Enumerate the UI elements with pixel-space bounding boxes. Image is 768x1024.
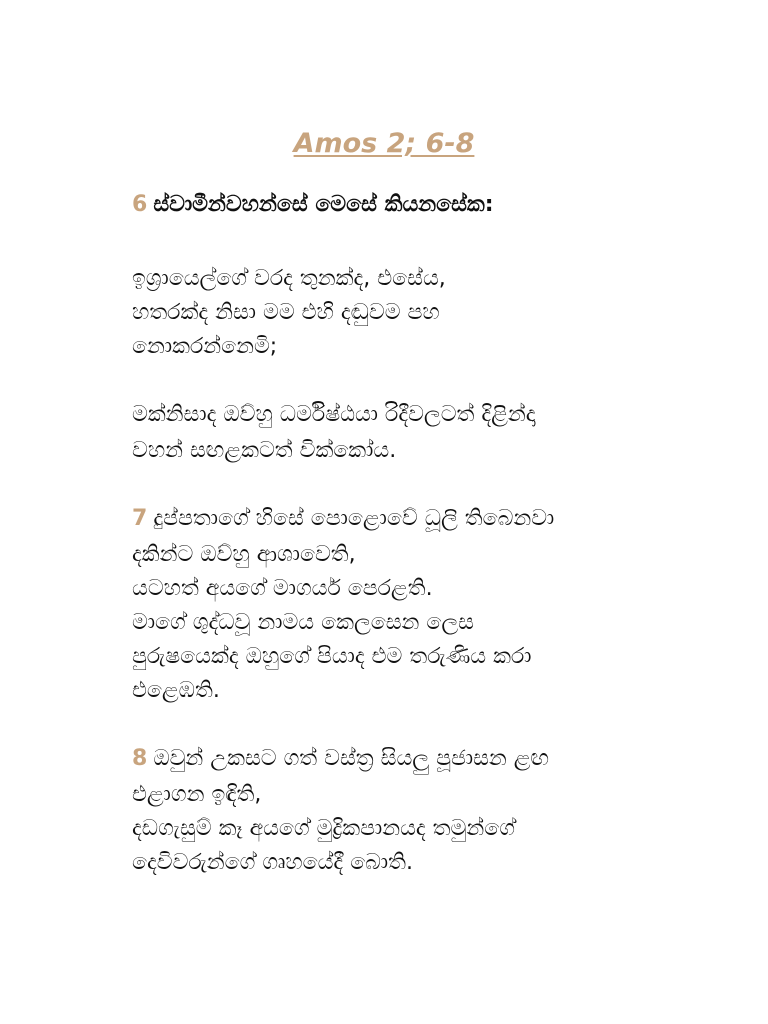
verse-8-line-3: දඩගැසුම් කෑ අයගේ මුද්‍රිකපානයද තමුන්ගේ (132, 816, 515, 841)
verse-8-line-1 (132, 744, 549, 774)
verse-number: 6 (132, 192, 148, 217)
page-title: Amos 2; 6-8 (293, 128, 475, 159)
verse-7-line-5: පුරුෂයෙක්ද ඔහුගේ පියාද එම තරුණිය කරා (132, 644, 532, 669)
verse-6-line-2: හතරක්ද නිසා මම එහි දඬුවම පහ (132, 300, 440, 325)
verse-6-line-3: නොකරන්නෙමි; (132, 334, 278, 359)
verse-6-line-5: වහන් සඟළකටත් වික්කෝය. (132, 438, 397, 463)
verse-8-line-4: දෙවිවරුන්ගේ ගෘහයේදී බොති. (132, 850, 413, 875)
verse-6-heading: ස්වාමීන්වහන්සේ මෙසේ කියනසේක: (153, 192, 494, 217)
verse-number: 7 (132, 506, 148, 531)
verse-7-line-4: මාගේ ශුද්ධවූ නාමය කෙලසෙන ලෙස (132, 610, 474, 635)
verse-7-line-1 (132, 504, 554, 534)
verse-8-line-2: එළාගන ඉඳිති, (132, 782, 262, 807)
verse-7-text: දුප්පතාගේ හිසේ පොළොවේ ධූලි තිබෙනවා (153, 506, 555, 531)
verse-7-line-6: එළෙඹති. (132, 678, 220, 703)
verse-7-line-3: යටහත් අයගේ මාගර්ය පෙරළති. (132, 576, 433, 601)
verse-7-line-2: දකින්ට ඔව්හු ආශාවෙති, (132, 542, 356, 567)
verse-number: 8 (132, 746, 148, 771)
verse-6-line-4: මක්නිසාද ඔව්හු ධර්මිෂ්ඨයා රිදීවලටත් දිළින්දා (132, 402, 536, 427)
verse-6-line-1: ඉශ්‍රායෙල්ගේ වරද තුනක්ද, එසේය, (132, 266, 446, 291)
verse-8-text: ඔවුන් උකසට ගත් වස්ත්‍ර සියලු පූජාසන ළඟ (153, 746, 550, 771)
verse-6-heading-line (132, 190, 494, 220)
